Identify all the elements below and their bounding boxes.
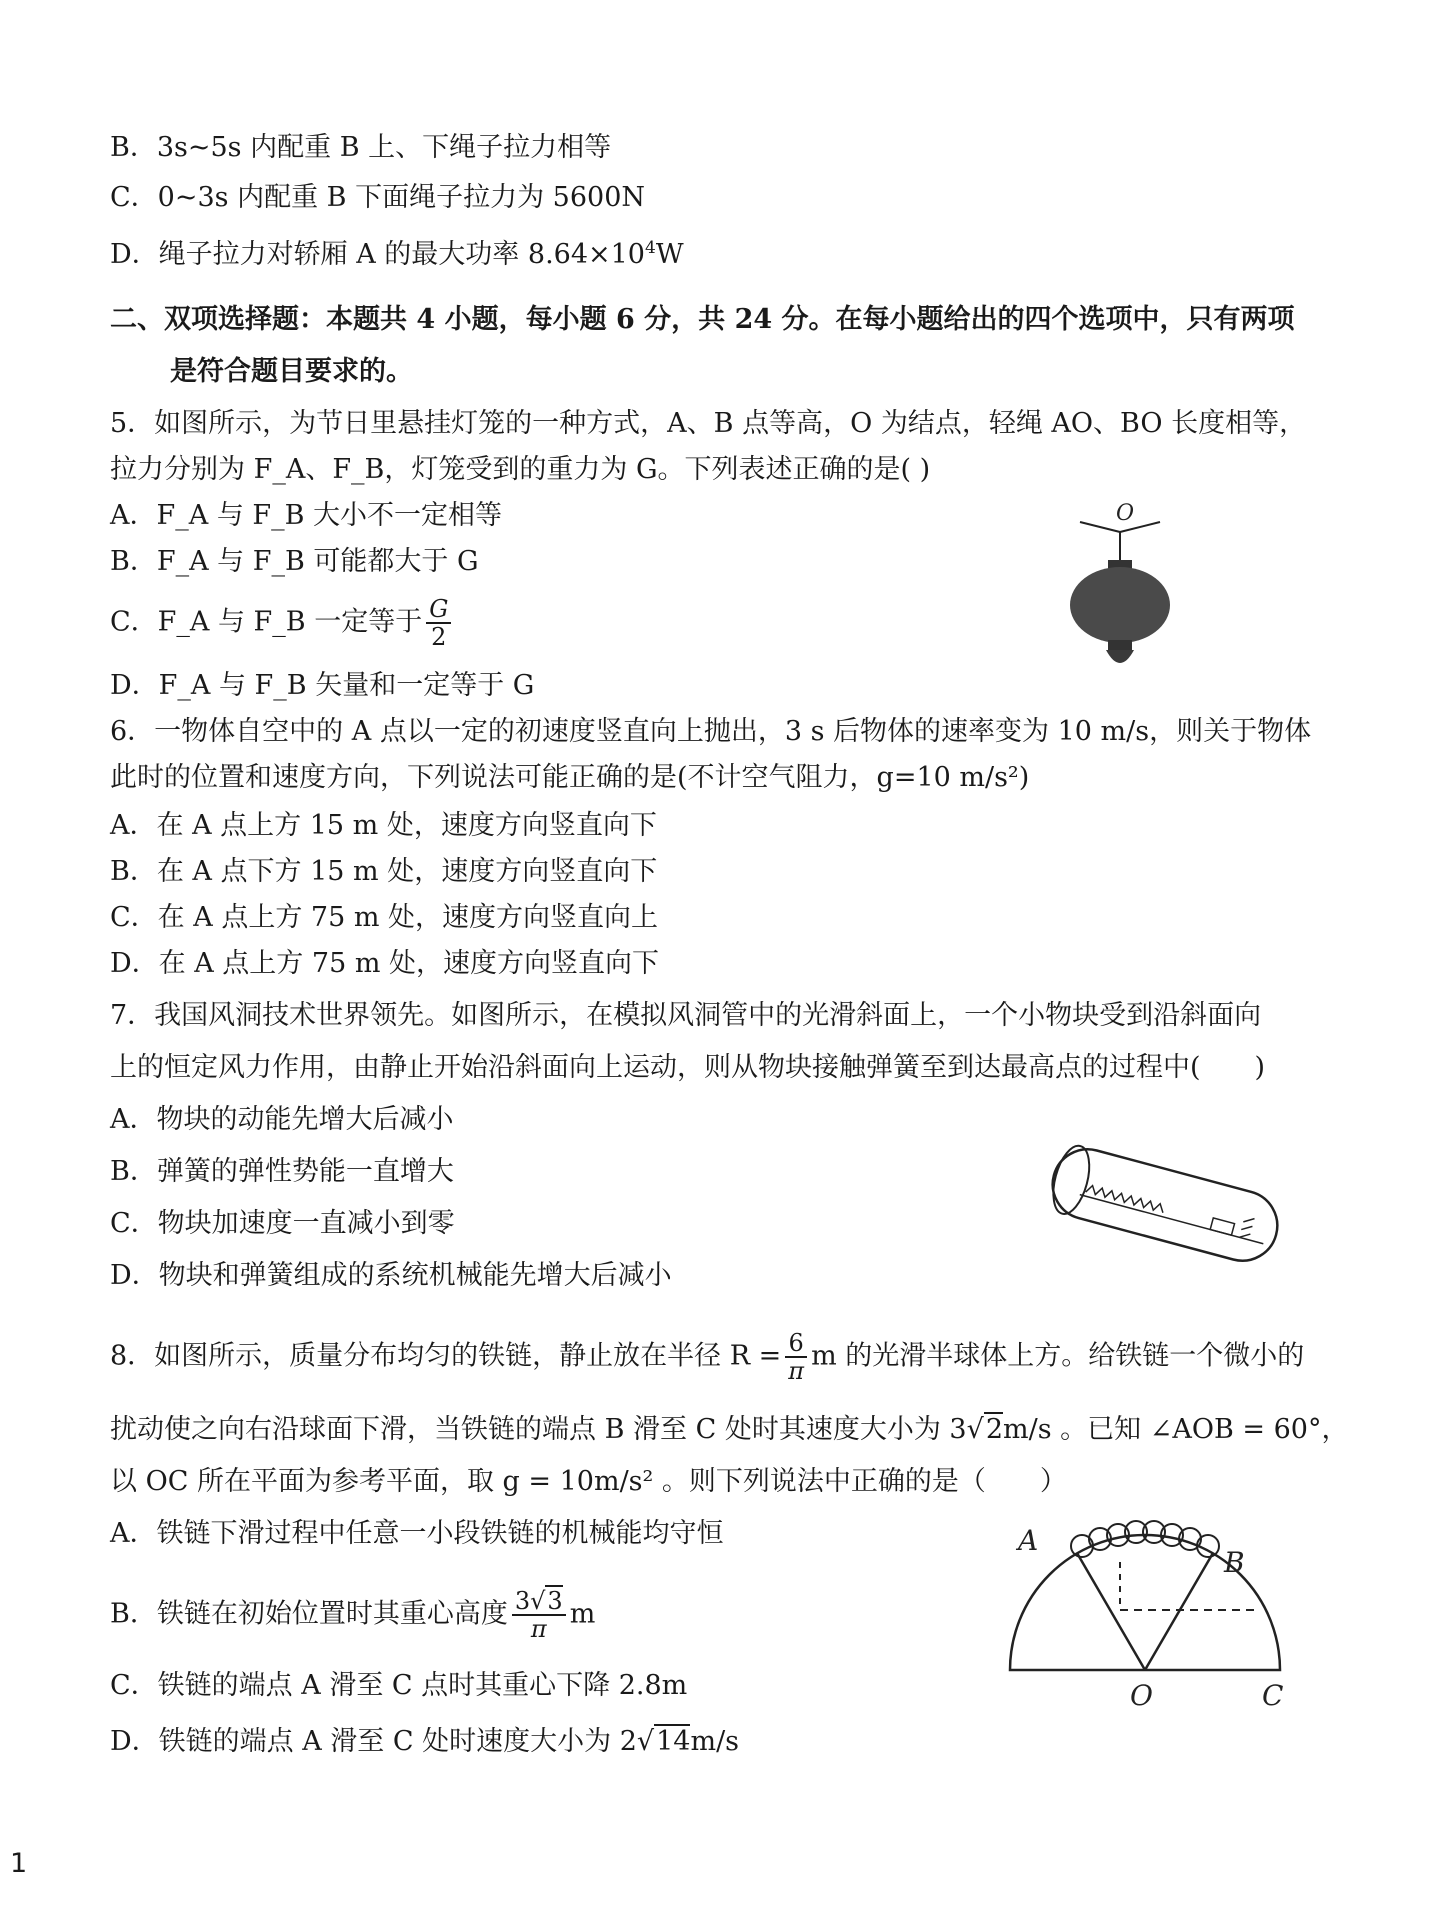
q7-option-a: A．物块的动能先增大后减小 <box>110 1104 454 1135</box>
label-o: O <box>1130 1679 1153 1712</box>
hemisphere-chain-figure <box>990 1500 1310 1730</box>
page-number: 1 <box>10 1848 28 1879</box>
q8-stem-line1: 8．如图所示，质量分布均匀的铁链，静止放在半径 R = $\frac{6}{\pi}$ m 的光滑半球体上方。给铁链一个微小的 <box>110 1329 1305 1385</box>
q6-option-b: B．在 A 点下方 15 m 处，速度方向竖直向下 <box>110 856 658 887</box>
q7-stem-line1: 7．我国风洞技术世界领先。如图所示，在模拟风洞管中的光滑斜面上，一个小物块受到沿斜面向 <box>110 1000 1262 1031</box>
q8-stem-line2: 扰动使之向右沿球面下滑，当铁链的端点 B 滑至 C 处时其速度大小为 3√2m/s 。已知 ∠AOB = 60°， <box>110 1414 1349 1445</box>
q7-option-d: D．物块和弹簧组成的系统机械能先增大后减小 <box>110 1260 672 1291</box>
q4-option-c: C．0~3s 内配重 B 下面绳子拉力为 5600N <box>110 182 646 213</box>
q6-option-d: D．在 A 点上方 75 m 处，速度方向竖直向下 <box>110 948 660 979</box>
q4-option-d: D．绳子拉力对轿厢 A 的最大功率 $8.64\times 10^4W$ <box>110 238 684 270</box>
label-b: B <box>1224 1546 1245 1579</box>
label-a: A <box>1018 1524 1039 1557</box>
q5-option-a: A．F_A 与 F_B 大小不一定相等 <box>110 500 503 531</box>
q6-option-c: C．在 A 点上方 75 m 处，速度方向竖直向上 <box>110 902 659 933</box>
q8-option-b: B．铁链在初始位置时其重心高度 $\frac{3√3}{\pi}$ m <box>110 1587 596 1643</box>
q5-stem-line1: 5．如图所示，为节日里悬挂灯笼的一种方式，A、B 点等高，O 为结点，轻绳 AO、BO 长度相等， <box>110 408 1307 439</box>
q5-option-d: D．F_A 与 F_B 矢量和一定等于 G <box>110 670 535 701</box>
q8-option-c: C．铁链的端点 A 滑至 C 点时其重心下降 2.8m <box>110 1670 688 1701</box>
q6-stem-line1: 6．一物体自空中的 A 点以一定的初速度竖直向上抛出，3 s 后物体的速率变为 10 m/s，则关于物体 <box>110 716 1312 747</box>
q5-stem-line2: 拉力分别为 F_A、F_B，灯笼受到的重力为 G。下列表述正确的是( ) <box>110 454 931 485</box>
q7-option-b: B．弹簧的弹性势能一直增大 <box>110 1156 454 1187</box>
wind-tunnel-figure <box>1030 1125 1300 1285</box>
q8-option-d: D．铁链的端点 A 滑至 C 处时速度大小为 2√14m/s <box>110 1726 740 1757</box>
q7-stem-line2: 上的恒定风力作用，由静止开始沿斜面向上运动，则从物块接触弹簧至到达最高点的过程中( ) <box>110 1052 1266 1083</box>
q6-stem-line2: 此时的位置和速度方向，下列说法可能正确的是(不计空气阻力，g=10 m/s²) <box>110 762 1030 793</box>
q8-stem-line3: 以 OC 所在平面为参考平面，取 g = 10m/s² 。则下列说法中正确的是（ ） <box>110 1466 1067 1497</box>
label-c: C <box>1262 1679 1284 1712</box>
lantern-figure <box>1040 500 1210 680</box>
q5-fraction: $\frac{G}{2}$ <box>426 596 451 650</box>
q4-option-b: B．3s~5s 内配重 B 上、下绳子拉力相等 <box>110 132 612 163</box>
q8-option-a: A．铁链下滑过程中任意一小段铁链的机械能均守恒 <box>110 1518 724 1549</box>
lantern-label-o: O <box>1116 501 1135 526</box>
q5-option-b: B．F_A 与 F_B 可能都大于 G <box>110 546 479 577</box>
section2-line2: 是符合题目要求的。 <box>170 356 413 387</box>
q8-height-fraction: $\frac{3√3}{\pi}$ <box>512 1588 566 1642</box>
q5-option-c: C．F_A 与 F_B 一定等于 $\frac{G}{2}$ <box>110 596 1310 650</box>
q7-option-c: C．物块加速度一直减小到零 <box>110 1208 455 1239</box>
q8-radius-fraction: $\frac{6}{\pi}$ <box>785 1330 807 1384</box>
q6-option-a: A．在 A 点上方 15 m 处，速度方向竖直向下 <box>110 810 657 841</box>
section2-line1: 二、双项选择题：本题共 4 小题，每小题 6 分，共 24 分。在每小题给出的四个选项中，只有两项 <box>110 304 1295 335</box>
